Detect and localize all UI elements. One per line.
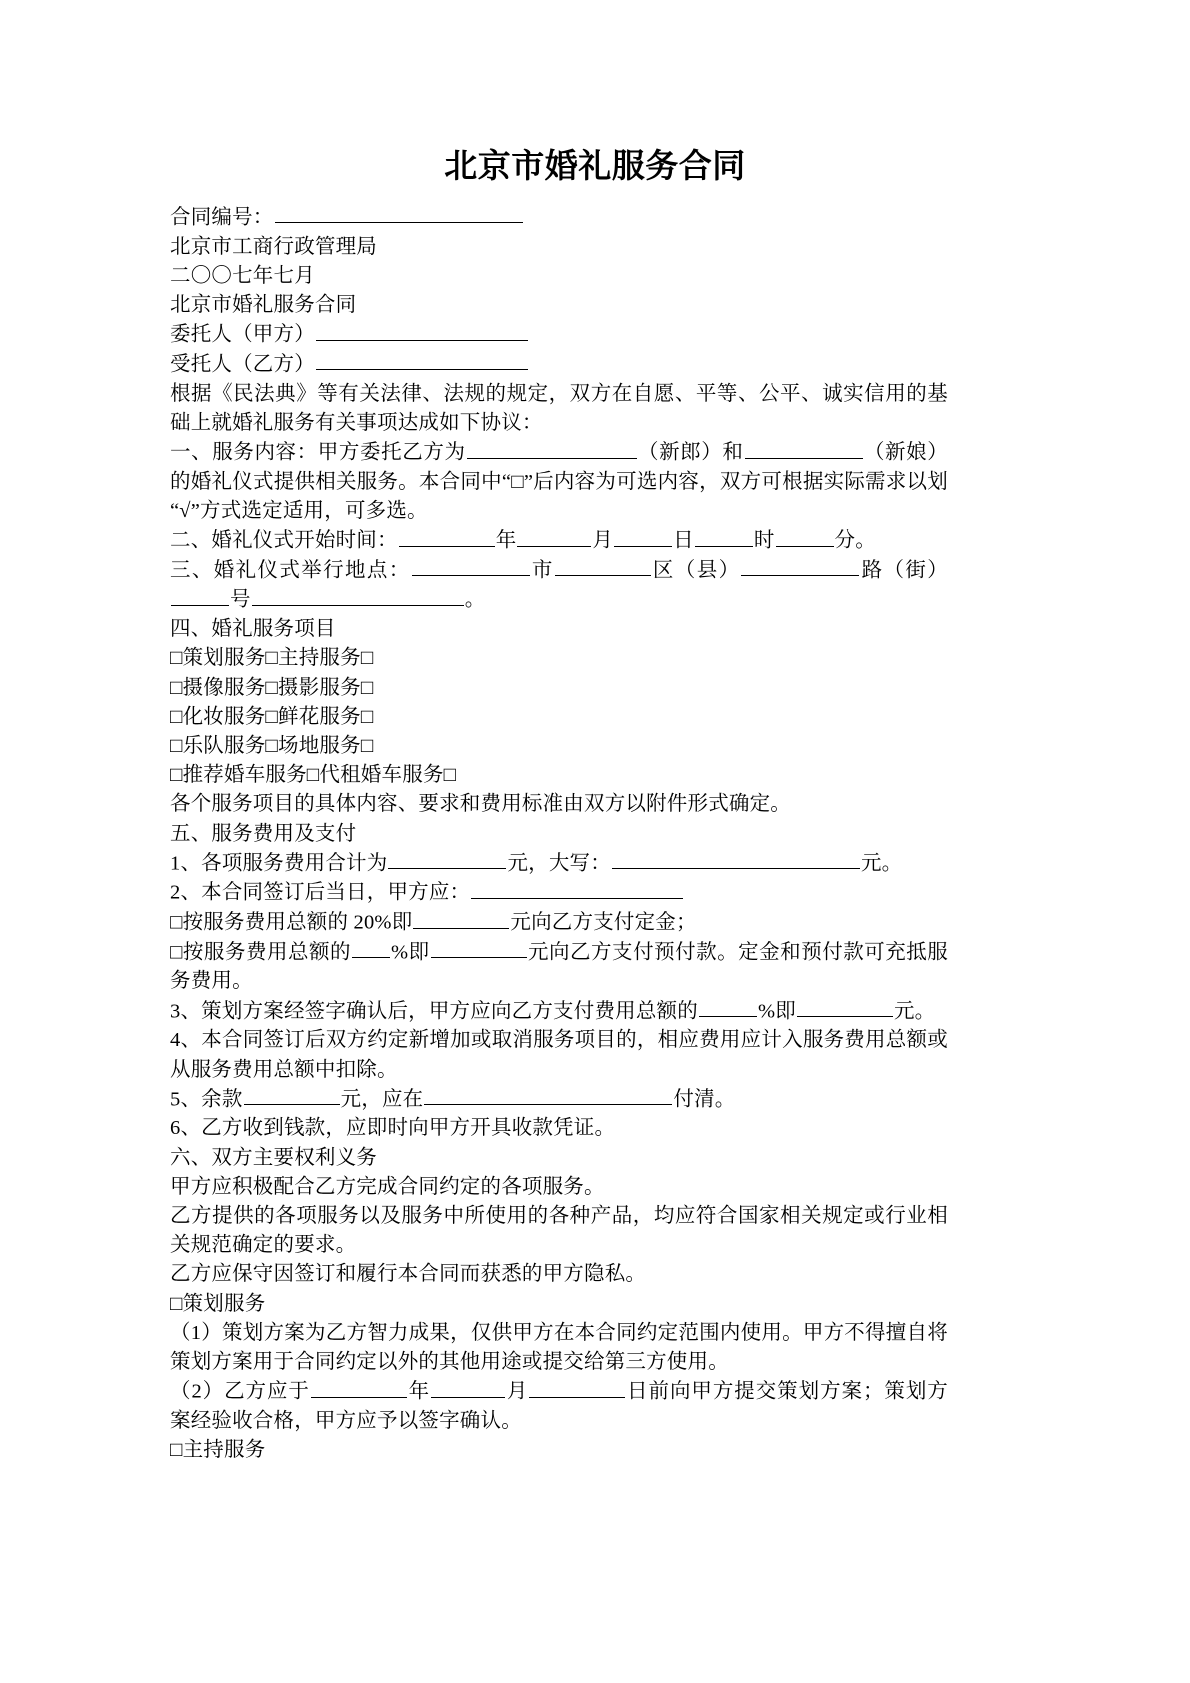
party-b-line [170,350,948,380]
unit-hour: 时 [753,529,775,552]
fee-adjustment-paragraph: 4、本合同签订后双方约定新增加或取消服务项目的，相应费用应计入服务费用总额或从服务费用总额中扣除。 [170,1029,948,1081]
venue-district-blank[interactable] [555,556,651,576]
plan-unit-year: 年 [407,1380,431,1403]
service-checkbox-row-3 [170,703,948,732]
ceremony-year-blank[interactable] [399,526,495,546]
article-4-heading: 四、婚礼服务项目 [170,618,336,641]
service-label: 鲜花服务 [278,705,361,728]
duty-paragraph-3: 乙方应保守因签订和履行本合同而获悉的甲方隐私。 [170,1263,647,1286]
checkbox-icon[interactable]: □ [360,647,374,670]
service-checkbox-row-2 [170,674,948,703]
service-label: 主持服务 [278,647,361,670]
checkbox-icon[interactable]: □ [170,705,183,728]
article-2-prefix: 二、婚礼仪式开始时间： [170,529,398,552]
article-1-paragraph [170,438,948,526]
unit-day: 日 [673,529,694,552]
unit-minute: 分。 [834,529,876,552]
fee-balance-date-blank[interactable] [424,1085,672,1105]
unit-road: 路（街） [860,559,948,582]
planning-service-label: 策划服务 [182,1292,266,1315]
party-a-label: 委托人（甲方） [170,323,315,346]
plan-unit-month: 月 [506,1380,529,1403]
payment-option-deposit [170,908,948,938]
service-label: 代租婚车服务 [319,764,444,787]
contract-number-blank[interactable] [275,203,523,223]
fee-after-plan-percent-blank[interactable] [699,997,757,1017]
party-b-blank[interactable] [316,350,528,370]
venue-road-blank[interactable] [741,556,859,576]
fee-signing-day-label: 2、本合同签订后当日，甲方应： [170,881,471,904]
article-1-prefix: 一、服务内容：甲方委托乙方为 [170,441,466,464]
checkbox-icon[interactable]: □ [170,647,183,670]
fee-balance-mid: 元，应在 [340,1088,424,1111]
ceremony-minute-blank[interactable] [776,526,834,546]
fee-total-suffix: 元。 [860,852,903,875]
fee-after-plan-line [170,997,948,1027]
unit-district: 区（县） [651,559,741,582]
fee-total-line [170,849,948,879]
fee-signing-day-blank[interactable] [471,878,683,898]
checkbox-icon[interactable]: □ [170,1439,183,1462]
groom-label: （新郎）和 [637,441,744,464]
fee-after-plan-prefix: 3、策划方案经签字确认后，甲方应向乙方支付费用总额的 [170,1000,698,1023]
document-body [170,203,948,1465]
ceremony-month-blank[interactable] [517,526,591,546]
document-name-line: 北京市婚礼服务合同 [170,294,357,317]
plan-submit-month-blank[interactable] [431,1377,505,1397]
prepay-prefix: 按服务费用总额的 [182,941,352,964]
prepay-amount-blank[interactable] [431,938,527,958]
groom-name-blank[interactable] [467,438,637,458]
service-label: 场地服务 [278,734,361,757]
page-title: 北京市婚礼服务合同 [444,149,746,185]
planning-item-1-paragraph: （1）策划方案为乙方智力成果，仅供甲方在本合同约定范围内使用。甲方不得擅自将策划方案用于合同约定以外的其他用途或提交给第三方使用。 [170,1321,948,1374]
service-label: 化妆服务 [182,705,266,728]
article-2-paragraph [170,526,948,556]
fee-balance-line [170,1085,948,1115]
bride-name-blank[interactable] [745,438,863,458]
service-label: 策划服务 [182,647,266,670]
fee-after-plan-suffix: 元。 [893,1000,936,1023]
hosting-service-label: 主持服务 [182,1439,266,1462]
payment-option-prepay [170,938,948,997]
fee-receipt-line: 6、乙方收到钱款，应即时向甲方开具收款凭证。 [170,1117,616,1140]
party-a-line [170,320,948,350]
unit-city: 市 [530,559,554,582]
checkbox-icon[interactable]: □ [170,941,183,964]
fee-total-amount-blank[interactable] [388,849,506,869]
contract-number-label: 合同编号： [170,206,274,229]
ceremony-hour-blank[interactable] [695,526,753,546]
planning-item-2-suffix: 日前向甲方提交策划方案；策划方案经验收合格，甲方应予以签字确认。 [170,1380,949,1432]
service-label: 乐队服务 [182,734,266,757]
service-checkbox-row-4 [170,732,948,761]
party-b-label: 受托人（乙方） [170,353,315,376]
checkbox-icon[interactable]: □ [170,1292,183,1315]
bride-label: （新娘）的婚礼仪式提供相关服务。本合同中“□”后内容为可选内容，双方可根据实际需求以划“√”方式选定适用，可多选。 [170,441,948,522]
article-6-heading: 六、双方主要权利义务 [170,1146,377,1169]
unit-number: 号 [230,588,251,611]
checkbox-icon[interactable]: □ [360,676,374,699]
planning-item-2-paragraph [170,1377,948,1436]
checkbox-icon[interactable]: □ [265,705,278,728]
duty-paragraph-2: 乙方提供的各项服务以及服务中所使用的各种产品，均应符合国家相关规定或行业相关规范确定的要求。 [170,1205,948,1257]
fee-signing-day-line [170,878,948,908]
ceremony-day-blank[interactable] [614,526,672,546]
service-checkbox-row-1 [170,644,948,673]
venue-period: 。 [464,588,486,611]
checkbox-icon[interactable]: □ [170,734,183,757]
service-label: 摄像服务 [182,676,266,699]
service-label: 摄影服务 [278,676,361,699]
fee-total-mid: 元，大写： [507,852,611,875]
fee-total-words-blank[interactable] [612,849,860,869]
service-checkbox-row-5 [170,761,948,790]
prepay-suffix: 元向乙方支付预付款。定金和预付款可充抵服务费用。 [170,941,949,993]
service-label: 推荐婚车服务 [182,764,307,787]
venue-detail-blank[interactable] [252,585,464,605]
duty-paragraph-1: 甲方应积极配合乙方完成合同约定的各项服务。 [170,1175,605,1198]
prepay-mid: %即 [391,941,430,964]
venue-number-blank[interactable] [171,585,229,605]
unit-year: 年 [495,529,517,552]
deposit-suffix: 元向乙方支付定金； [510,911,697,934]
planning-service-checkbox-line [170,1290,948,1319]
checkbox-icon[interactable]: □ [360,705,374,728]
fee-after-plan-amount-blank[interactable] [797,997,893,1017]
venue-city-blank[interactable] [412,556,530,576]
fee-after-plan-mid: %即 [757,1000,796,1023]
fee-balance-prefix: 5、余款 [170,1088,243,1111]
contract-number-line [170,203,948,233]
deposit-prefix: 按服务费用总额的 20%即 [182,911,413,934]
checkbox-icon[interactable]: □ [265,647,278,670]
fee-balance-suffix: 付清。 [673,1088,736,1111]
plan-submit-day-blank[interactable] [529,1377,625,1397]
checkbox-icon[interactable]: □ [170,911,183,934]
checkbox-icon[interactable]: □ [265,734,278,757]
unit-month: 月 [592,529,614,552]
preamble-paragraph: 根据《民法典》等有关法律、法规的规定，双方在自愿、平等、公平、诚实信用的基础上就婚礼服务有关事项达成如下协议： [170,382,948,434]
checkbox-icon[interactable]: □ [265,676,278,699]
planning-item-2-prefix: （2）乙方应于 [170,1380,310,1403]
article-3-prefix: 三、婚礼仪式举行地点： [170,559,411,582]
issue-date-line: 二〇〇七年七月 [170,264,315,287]
hosting-service-checkbox-line [170,1436,948,1465]
article-3-paragraph [170,556,948,615]
checkbox-icon[interactable]: □ [360,734,374,757]
checkbox-icon[interactable]: □ [170,764,183,787]
services-note-paragraph: 各个服务项目的具体内容、要求和费用标准由双方以附件形式确定。 [170,793,791,816]
article-5-heading: 五、服务费用及支付 [170,822,357,845]
checkbox-icon[interactable]: □ [443,764,457,787]
checkbox-icon[interactable]: □ [170,676,183,699]
plan-submit-year-blank[interactable] [311,1377,407,1397]
fee-total-prefix: 1、各项服务费用合计为 [170,852,388,875]
party-a-blank[interactable] [316,320,528,340]
fee-balance-amount-blank[interactable] [244,1085,340,1105]
prepay-percent-blank[interactable] [352,938,390,958]
issuer-line: 北京市工商行政管理局 [170,235,377,258]
checkbox-icon[interactable]: □ [306,764,320,787]
deposit-amount-blank[interactable] [413,908,509,928]
